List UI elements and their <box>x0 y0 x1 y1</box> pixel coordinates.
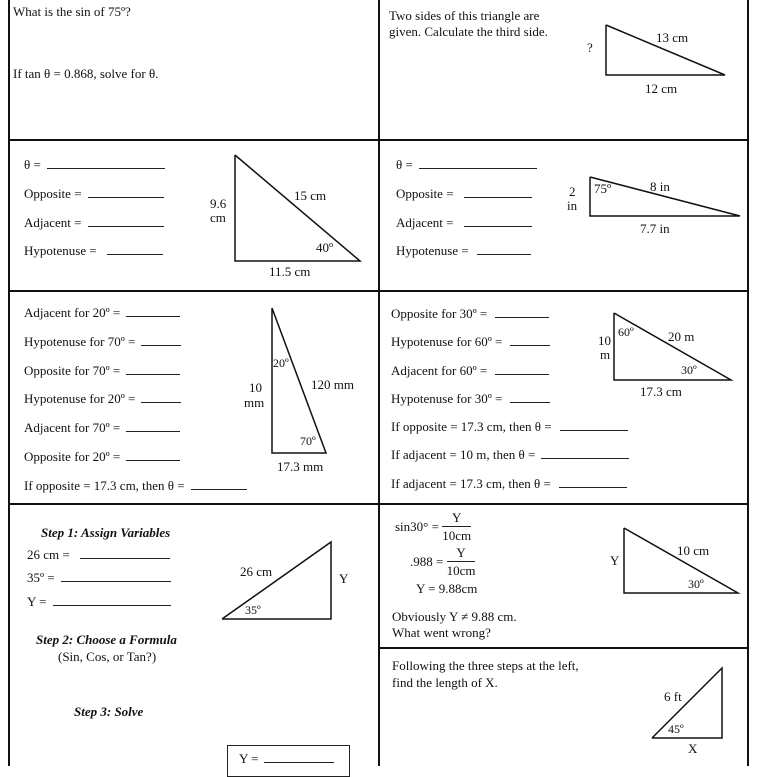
label-angle: 75º <box>594 181 612 196</box>
numerator: Y <box>442 511 471 527</box>
step-2-heading: Step 2: Choose a Formula <box>36 632 177 647</box>
label-hypotenuse: 8 in <box>650 179 670 194</box>
note-line-1: Obviously Y ≠ 9.88 cm. <box>392 609 517 624</box>
field-label: Hypotenuse = <box>24 243 97 258</box>
label-angle: 45º <box>668 722 684 736</box>
field-label: Y = <box>239 751 259 766</box>
label-base-x: X <box>688 741 698 756</box>
field-label: Hypotenuse for 20º = <box>24 391 136 406</box>
instruction-line-1: Two sides of this triangle are <box>389 8 540 23</box>
field-label: Hypotenuse for 70º = <box>24 334 136 349</box>
label-hypotenuse: 120 mm <box>311 377 354 392</box>
label-top-angle: 60º <box>618 325 634 339</box>
label-left-side-unit: mm <box>244 395 265 410</box>
field-label: Hypotenuse for 60º = <box>391 334 503 349</box>
label-bottom-angle: 30º <box>681 363 697 377</box>
label-left-side-unit: cm <box>210 210 226 225</box>
field-label: Opposite for 70º = <box>24 363 121 378</box>
field-label: Opposite = <box>396 186 454 201</box>
field-label: 35º = <box>27 570 55 585</box>
denominator: 10cm <box>446 563 476 578</box>
label-side-y: Y <box>610 553 620 568</box>
equation-3: Y = 9.88cm <box>416 581 478 596</box>
label-side-y: Y <box>339 571 349 586</box>
label-hypotenuse: 15 cm <box>294 188 327 203</box>
instruction-line-2: find the length of X. <box>392 675 498 690</box>
label-hypotenuse: 26 cm <box>240 564 273 579</box>
field-label: Hypotenuse = <box>396 243 469 258</box>
label-top-angle: 20º <box>273 356 289 370</box>
field-label: Hypotenuse for 30º = <box>391 391 503 406</box>
instruction-line-2: given. Calculate the third side. <box>389 24 548 39</box>
label-base: 11.5 cm <box>269 264 311 279</box>
label-bottom-angle: 70º <box>300 434 316 448</box>
instruction-line-1: Following the three steps at the left, <box>392 658 579 673</box>
step-1-heading: Step 1: Assign Variables <box>41 525 171 540</box>
field-label: Adjacent = <box>24 215 82 230</box>
field-label: Adjacent for 20º = <box>24 305 121 320</box>
label-left-side-unit: in <box>567 198 578 213</box>
note-line-2: What went wrong? <box>392 625 491 640</box>
label-base: 17.3 cm <box>640 384 682 399</box>
label-left-side-value: 9.6 <box>210 196 227 211</box>
equation-lhs: sin30° = <box>395 519 439 534</box>
field-label: If opposite = 17.3 cm, then θ = <box>391 419 552 434</box>
label-hypotenuse: 10 cm <box>677 543 710 558</box>
question-sin75: What is the sin of 75º? <box>13 4 131 19</box>
label-angle: 40º <box>316 240 334 255</box>
step-2-subtext: (Sin, Cos, or Tan?) <box>58 649 157 664</box>
field-label: θ = <box>24 157 41 172</box>
label-hypotenuse: 13 cm <box>656 30 689 45</box>
label-base: 12 cm <box>645 81 678 96</box>
label-base: 7.7 in <box>640 221 670 236</box>
question-tan-theta: If tan θ = 0.868, solve for θ. <box>13 66 159 81</box>
field-label: Adjacent for 70º = <box>24 420 121 435</box>
step-3-heading: Step 3: Solve <box>74 704 144 719</box>
label-hypotenuse: 20 m <box>668 329 695 344</box>
label-angle: 30º <box>688 577 704 591</box>
field-label: θ = <box>396 157 413 172</box>
field-label: Adjacent = <box>396 215 454 230</box>
label-base: 17.3 mm <box>277 459 324 474</box>
field-label: If adjacent = 10 m, then θ = <box>391 447 536 462</box>
field-label: 26 cm = <box>27 547 70 562</box>
label-left-side-value: 10 <box>598 333 611 348</box>
label-unknown-side: ? <box>587 40 593 55</box>
numerator: Y <box>447 546 476 562</box>
field-label: Opposite for 30º = <box>391 306 488 321</box>
equation-lhs: .988 = <box>410 554 444 569</box>
field-label: Adjacent for 60º = <box>391 363 488 378</box>
label-left-side-value: 2 <box>569 184 576 199</box>
field-label: Y = <box>27 594 47 609</box>
field-label: Opposite for 20º = <box>24 449 121 464</box>
field-label: If adjacent = 17.3 cm, then θ = <box>391 476 551 491</box>
field-label: If opposite = 17.3 cm, then θ = <box>24 478 185 493</box>
label-left-side-unit: m <box>600 347 611 362</box>
label-left-side-value: 10 <box>249 380 262 395</box>
denominator: 10cm <box>442 528 472 543</box>
field-label: Opposite = <box>24 186 82 201</box>
label-angle: 35º <box>245 603 261 617</box>
label-hypotenuse: 6 ft <box>664 689 682 704</box>
